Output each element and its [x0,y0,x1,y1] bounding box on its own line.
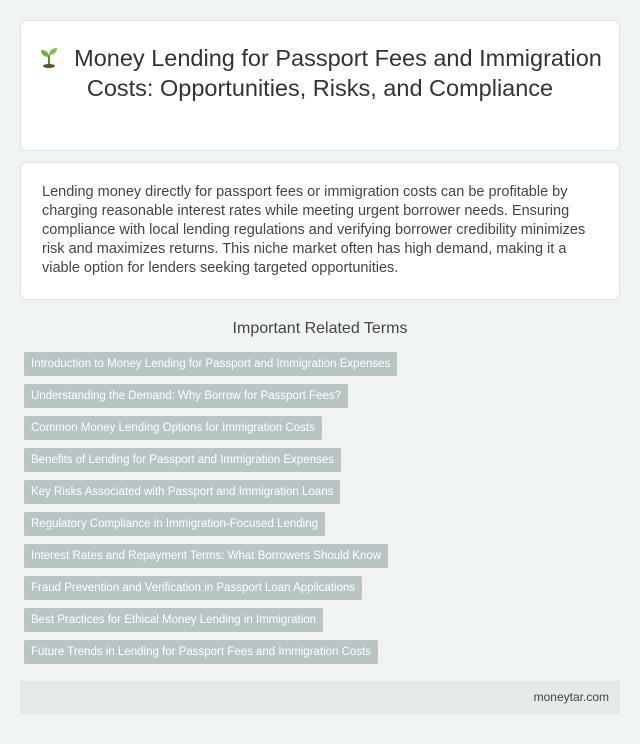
title-card [20,20,620,151]
related-term-tag[interactable]: Regulatory Compliance in Immigration-Focused Lending [24,512,325,536]
related-term-tag[interactable]: Best Practices for Ethical Money Lending in Immigration [24,608,323,632]
related-term-tag[interactable]: Key Risks Associated with Passport and Immigration Loans [24,480,340,504]
related-term-tag[interactable]: Introduction to Money Lending for Passport and Immigration Expenses [24,352,397,376]
intro-card [20,162,620,300]
related-term-tag[interactable]: Common Money Lending Options for Immigration Costs [24,416,322,440]
sprout-icon [38,46,60,68]
related-term-tag[interactable]: Interest Rates and Repayment Terms: What Borrowers Should Know [24,544,388,568]
related-term-tag[interactable]: Benefits of Lending for Passport and Immigration Expenses [24,448,341,472]
footer [20,681,620,714]
related-term-tag[interactable]: Understanding the Demand: Why Borrow for Passport Fees? [24,384,348,408]
related-term-tag[interactable]: Fraud Prevention and Verification in Passport Loan Applications [24,576,362,600]
page-title [21,43,619,103]
page-title-text: Money Lending for Passport Fees and Immigration Costs: Opportunities, Risks, and Compliance [74,45,602,101]
related-terms-list [24,352,397,672]
related-terms-heading: Important Related Terms [232,320,408,337]
intro-text: Lending money directly for passport fees or immigration costs can be profitable by charging reasonable interest rates while meeting urgent borrower needs. Ensuring compliance with local lending regulations and verifying borrower credibility minimizes risk and maximizes returns. This niche market often has high demand, making it a viable option for lenders seeking targeted opportunities. [42,184,586,276]
related-term-tag[interactable]: Future Trends in Lending for Passport Fees and Immigration Costs [24,640,378,664]
footer-site-link[interactable]: moneytar.com [533,690,609,704]
